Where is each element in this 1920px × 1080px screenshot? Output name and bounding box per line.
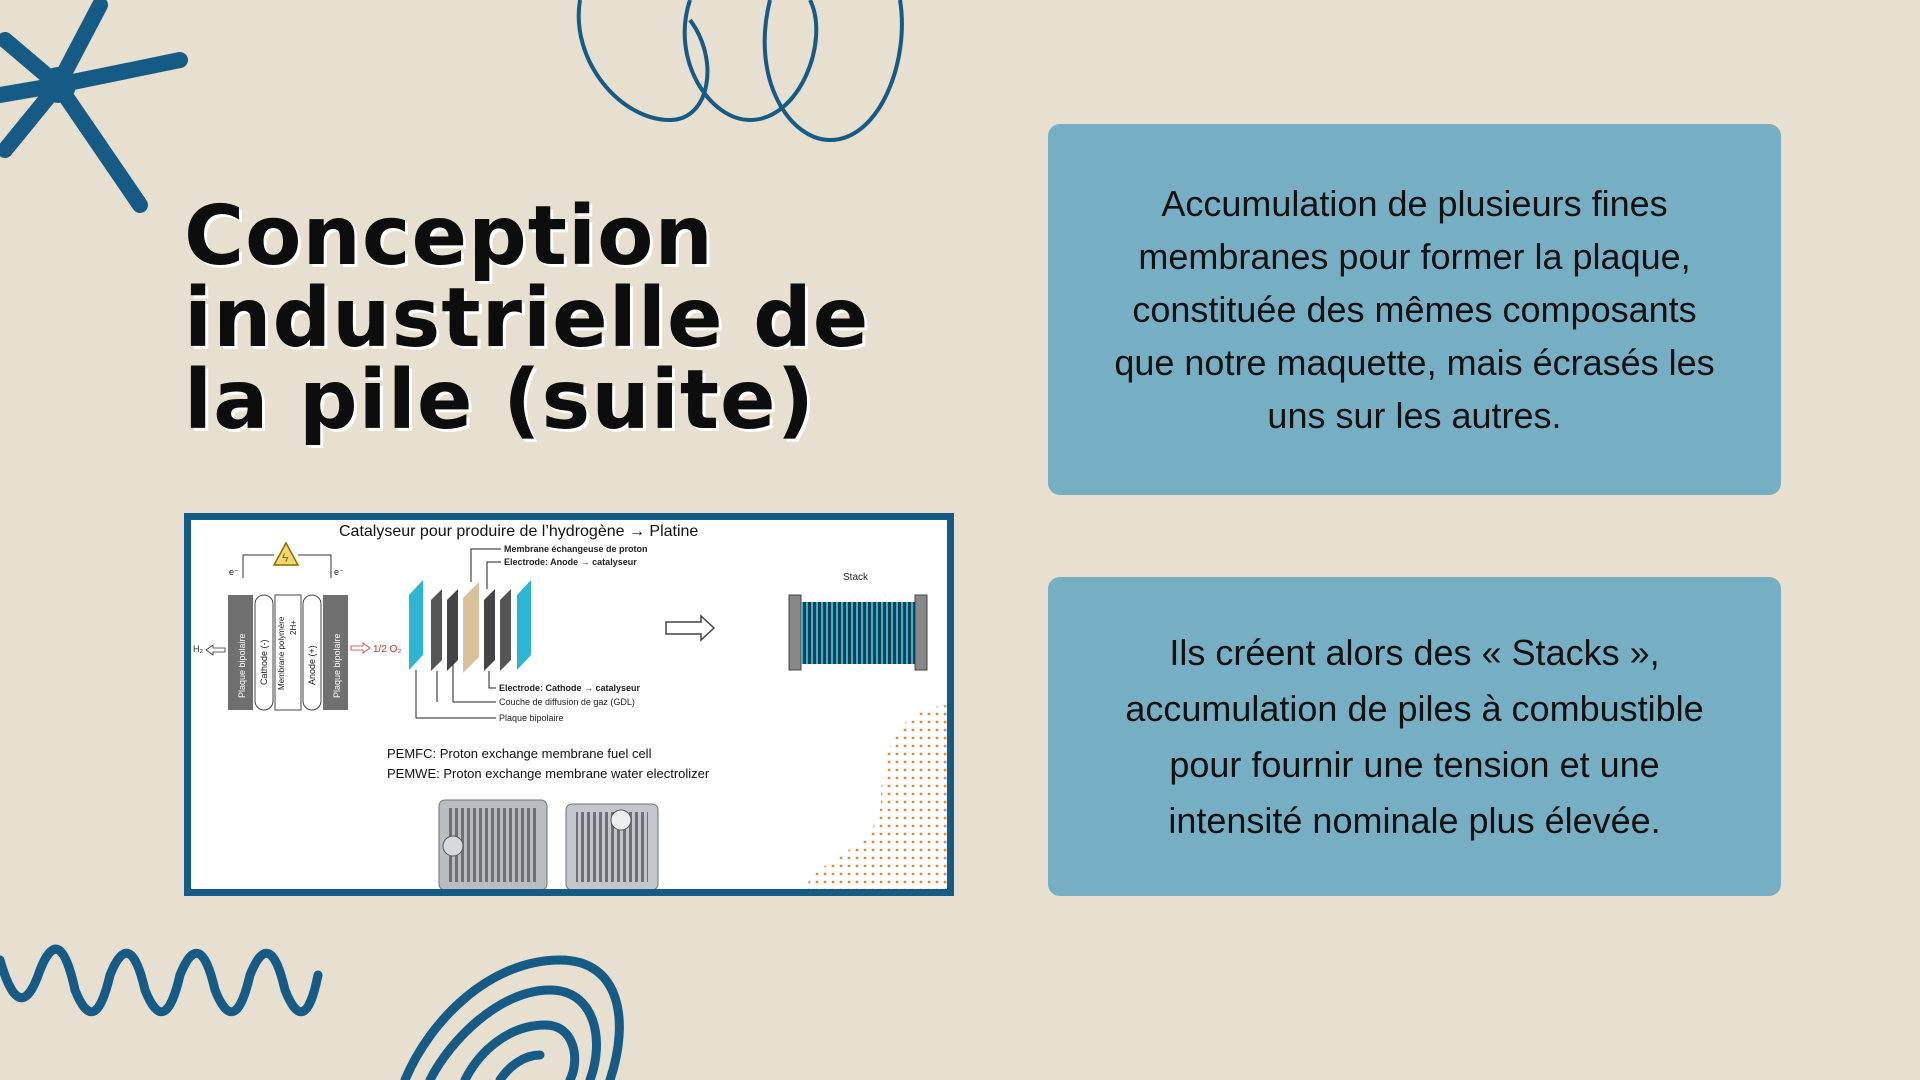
label-membrane: Membrane échangeuse de proton: [504, 544, 648, 554]
label-cathode: Electrode: Cathode → catalyseur: [499, 683, 641, 693]
label-plate: Plaque bipolaire: [499, 713, 564, 723]
title-line-2: industrielle de: [184, 271, 870, 366]
pemfc-text: PEMFC: Proton exchange membrane fuel cell: [387, 746, 652, 761]
svg-text:ϟ: ϟ: [282, 551, 289, 565]
layer-plate-left: Plaque bipolaire: [237, 633, 247, 698]
info-card-stacks: [1048, 577, 1781, 896]
layer-cathode: Cathode (-): [259, 639, 269, 685]
layer-protons: 2H+: [289, 620, 298, 635]
pemwe-text: PEMWE: Proton exchange membrane water electrolizer: [387, 766, 710, 781]
info-card-membranes-text: Accumulation de plusieurs fines membranes pour former la plaque, constituée des mêmes composants que notre maquette, mais écrasés les uns sur les autres.: [1114, 183, 1715, 436]
electron-left-label: e⁻: [229, 567, 239, 577]
info-card-membranes: [1048, 124, 1781, 495]
fuel-cell-figure: [184, 513, 954, 896]
stack-illustration: [789, 572, 927, 670]
label-anode: Electrode: Anode → catalyseur: [504, 557, 637, 567]
cell-schematic: [193, 543, 401, 710]
figure-header: Catalyseur pour produire de l’hydrogène → Platine: [339, 523, 699, 540]
layer-anode: Anode (+): [307, 645, 317, 685]
title-line-1: Conception: [184, 189, 714, 284]
zigzag-doodle: [0, 930, 330, 1030]
stack-arrow-icon: [666, 616, 714, 640]
dotted-shape: [806, 705, 947, 889]
layer-membrane: Membrane polymère: [277, 616, 286, 690]
label-gdl: Couche de diffusion de gaz (GDL): [499, 697, 635, 707]
o2-label: 1/2 O₂: [373, 644, 402, 655]
scribble-doodle: [390, 930, 640, 1080]
fuel-cell-diagram: [191, 520, 947, 889]
page-title: [184, 189, 944, 448]
stack-label: Stack: [843, 572, 869, 583]
electrolyzer-photo: [439, 800, 658, 889]
starburst-doodle: [0, 0, 200, 220]
exploded-layers: [409, 544, 648, 723]
title-line-3: la pile (suite): [184, 353, 816, 448]
loop-doodle: [560, 0, 930, 150]
layer-plate-right: Plaque bipolaire: [332, 633, 342, 698]
electron-right-label: e⁻: [334, 567, 344, 577]
info-card-stacks-text: Ils créent alors des « Stacks », accumulation de piles à combustible pour fournir une tension et une intensité nominale plus élevée.: [1125, 631, 1704, 841]
h2-label: H₂: [193, 644, 203, 654]
